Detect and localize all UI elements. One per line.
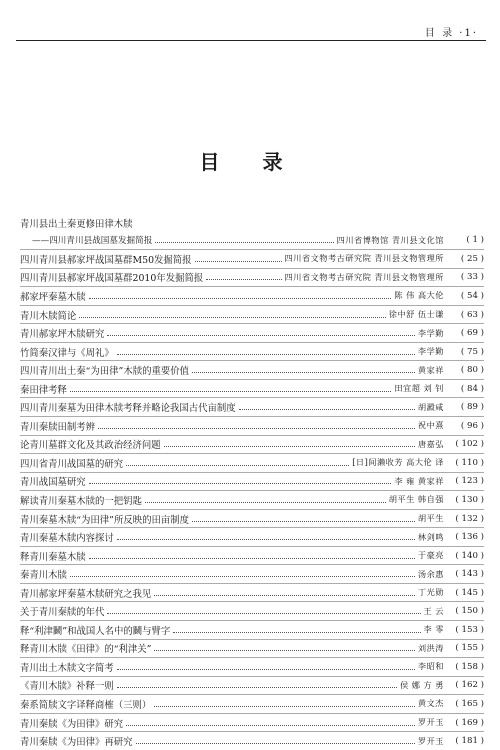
dot-leader — [206, 278, 281, 280]
entry-title: 青川战国墓研究 — [20, 477, 86, 489]
toc-entry — [20, 547, 484, 566]
entry-title: 关于青川秦牍的年代 — [20, 607, 105, 619]
entry-title: 郝家坪秦墓木牍 — [20, 291, 86, 303]
toc-entry — [20, 436, 484, 455]
toc-entry — [20, 473, 484, 492]
table-of-contents — [20, 214, 484, 750]
toc-entry — [20, 232, 484, 251]
entry-title: 青川秦牍《为田律》再研究 — [20, 737, 133, 749]
entry-title: 论青川墓群文化及其政治经济问题 — [20, 440, 161, 452]
entry-title: 解读青川秦墓木牍的一把钥匙 — [20, 495, 142, 507]
toc-entry — [20, 324, 484, 343]
toc-entry — [20, 510, 484, 529]
entry-title: 青川郝家坪秦墓木牍研究之我见 — [20, 588, 152, 600]
entry-page: ( 80 ) — [460, 365, 484, 376]
dot-leader — [89, 557, 415, 559]
entry-page: ( 143 ) — [455, 569, 484, 580]
entry-page: ( 132 ) — [455, 513, 484, 524]
entry-author: 陈 伟 高大伦 — [394, 290, 444, 301]
entry-author: 罗开玉 — [417, 735, 444, 746]
entry-title: 秦青川木牍 — [20, 570, 67, 582]
entry-page: ( 181 ) — [455, 736, 484, 747]
toc-entry — [20, 658, 484, 677]
entry-author: 于豪亮 — [417, 550, 444, 561]
entry-page: ( 165 ) — [455, 698, 484, 709]
entry-title: 四川青川县郝家坪战国墓群M50发掘简报 — [20, 254, 192, 266]
toc-entry — [20, 454, 484, 473]
entry-author: 侯 娜 方 勇 — [399, 679, 444, 690]
entry-title: 青川郝家坪木牍研究 — [20, 329, 105, 341]
entry-author: 李学勤 — [417, 327, 444, 338]
entry-page: ( 102 ) — [455, 439, 484, 450]
header-rule — [16, 40, 486, 41]
entry-page: ( 1 ) — [466, 235, 484, 246]
dot-leader — [195, 260, 282, 262]
dot-leader — [173, 631, 420, 633]
toc-entry — [20, 640, 484, 659]
entry-title: 青川秦墓木牍内容探讨 — [20, 533, 114, 545]
dot-leader — [155, 241, 333, 243]
dot-leader — [164, 445, 415, 447]
entry-title: 青川出土木牍文字简考 — [20, 662, 114, 674]
entry-page: ( 169 ) — [455, 717, 484, 728]
toc-entry — [20, 584, 484, 603]
entry-author: 唐嘉弘 — [417, 438, 444, 449]
entry-author: 胡平生 — [417, 513, 444, 524]
entry-author: 胡平生 韩自强 — [388, 494, 444, 505]
entry-page: ( 63 ) — [460, 309, 484, 320]
dot-leader — [154, 594, 415, 596]
entry-page: ( 84 ) — [460, 383, 484, 394]
toc-entry — [20, 528, 484, 547]
dot-leader — [126, 464, 349, 466]
entry-title: 青川县出土秦更修田律木牍 — [20, 218, 133, 230]
entry-page: ( 130 ) — [455, 494, 484, 505]
entry-author: 四川省博物馆 青川县文化馆 — [336, 234, 444, 245]
entry-page: ( 75 ) — [460, 346, 484, 357]
page-title: 目 录 — [199, 150, 301, 174]
dot-leader — [192, 371, 415, 373]
dot-leader — [145, 501, 386, 503]
dot-leader — [107, 612, 420, 614]
entry-title: 释青川秦墓木牍 — [20, 551, 86, 563]
entry-title: 青川秦牍《为田律》研究 — [20, 718, 124, 730]
entry-author: 罗开玉 — [417, 717, 444, 728]
entry-page: ( 69 ) — [460, 328, 484, 339]
toc-entry — [20, 732, 484, 750]
entry-title: 竹简秦汉律与《周礼》 — [20, 347, 114, 359]
entry-title: 秦田律考释 — [20, 384, 67, 396]
entry-author: 黄文杰 — [417, 698, 444, 709]
entry-author: 丁光勋 — [417, 587, 444, 598]
entry-title: 《青川木牍》补释一则 — [20, 681, 114, 693]
toc-entry — [20, 343, 484, 362]
entry-title: 四川青川出土秦“为田律”木牍的重要价值 — [20, 366, 189, 378]
toc-entry — [20, 214, 484, 232]
entry-page: ( 54 ) — [460, 290, 484, 301]
entry-page: ( 33 ) — [460, 272, 484, 283]
toc-entry — [20, 287, 484, 306]
entry-author: 汤余惠 — [417, 568, 444, 579]
page-header — [0, 0, 500, 42]
entry-page: ( 96 ) — [460, 420, 484, 431]
entry-author: 祝中熹 — [417, 420, 444, 431]
entry-author: 四川省文物考古研究院 青川县文物管理所 — [284, 271, 444, 282]
toc-entry — [20, 250, 484, 269]
dot-leader — [154, 649, 414, 651]
entry-title: 释“利津鬭”和战国人名中的鬭与臂字 — [20, 625, 171, 637]
entry-title: 青川秦牍田制考辨 — [20, 421, 96, 433]
entry-title: 四川青川秦墓为田律木牍考释并略论我国古代亩制度 — [20, 403, 236, 415]
running-header: 目 录 ·1· — [424, 28, 478, 39]
toc-entry — [20, 269, 484, 288]
toc-entry — [20, 398, 484, 417]
entry-author: 黄家祥 — [417, 364, 444, 375]
dot-leader — [98, 427, 415, 429]
dot-leader — [70, 575, 415, 577]
entry-title: 秦系简牍文字译释商榷（三则） — [20, 699, 152, 711]
dot-leader — [117, 538, 415, 540]
entry-author: 胡澱咸 — [417, 401, 444, 412]
dot-leader — [239, 408, 415, 410]
entry-page: ( 158 ) — [455, 661, 484, 672]
dot-leader — [117, 668, 415, 670]
entry-author: 李 零 — [423, 624, 444, 635]
entry-page: ( 110 ) — [455, 457, 484, 468]
dot-leader — [89, 297, 392, 299]
dot-leader — [136, 742, 415, 744]
entry-title: 四川省青川战国墓的研究 — [20, 458, 124, 470]
dot-leader — [79, 316, 386, 318]
entry-page: ( 155 ) — [455, 643, 484, 654]
toc-entry — [20, 621, 484, 640]
entry-title: ——四川青川县战国墓发掘简报 — [32, 236, 153, 247]
entry-title: 青川木牍简论 — [20, 310, 77, 322]
toc-entry — [20, 491, 484, 510]
toc-entry — [20, 306, 484, 325]
toc-entry — [20, 380, 484, 399]
entry-title: 释青川木牍《田律》的“利津关” — [20, 644, 152, 656]
entry-author: [日]间濑收芳 高大伦 译 — [352, 457, 444, 468]
entry-author: 林剑鸣 — [417, 531, 444, 542]
entry-author: 田宜超 刘 钊 — [394, 383, 444, 394]
dot-leader — [154, 705, 415, 707]
entry-page: ( 136 ) — [455, 532, 484, 543]
dot-leader — [117, 686, 397, 688]
entry-author: 李 雍 黄家祥 — [394, 475, 444, 486]
entry-page: ( 89 ) — [460, 402, 484, 413]
dot-leader — [117, 353, 415, 355]
entry-author: 徐中舒 伍士谦 — [388, 309, 444, 319]
toc-entry — [20, 714, 484, 733]
dot-leader — [107, 334, 415, 336]
dot-leader — [192, 520, 415, 522]
entry-page: ( 150 ) — [455, 606, 484, 617]
toc-entry — [20, 417, 484, 436]
entry-author: 李昭和 — [417, 661, 444, 672]
toc-entry — [20, 677, 484, 696]
toc-entry — [20, 602, 484, 621]
entry-page: ( 25 ) — [460, 253, 484, 264]
entry-title: 青川秦墓木牍“为田律”所反映的田亩制度 — [20, 514, 189, 526]
toc-entry — [20, 361, 484, 380]
toc-entry — [20, 565, 484, 584]
dot-leader — [70, 390, 391, 392]
entry-page: ( 140 ) — [455, 550, 484, 561]
entry-title: 四川青川县郝家坪战国墓群2010年发掘简报 — [20, 273, 204, 285]
dot-leader — [89, 482, 392, 484]
entry-author: 四川省文物考古研究院 青川县文物管理所 — [284, 253, 444, 264]
entry-author: 王 云 — [423, 605, 444, 616]
entry-page: ( 145 ) — [455, 587, 484, 598]
entry-author: 刘洪涛 — [417, 642, 444, 653]
entry-author: 李学勤 — [417, 346, 444, 357]
entry-page: ( 153 ) — [455, 624, 484, 635]
toc-entry — [20, 695, 484, 714]
entry-page: ( 162 ) — [455, 680, 484, 691]
entry-page: ( 123 ) — [455, 476, 484, 487]
dot-leader — [126, 724, 415, 726]
